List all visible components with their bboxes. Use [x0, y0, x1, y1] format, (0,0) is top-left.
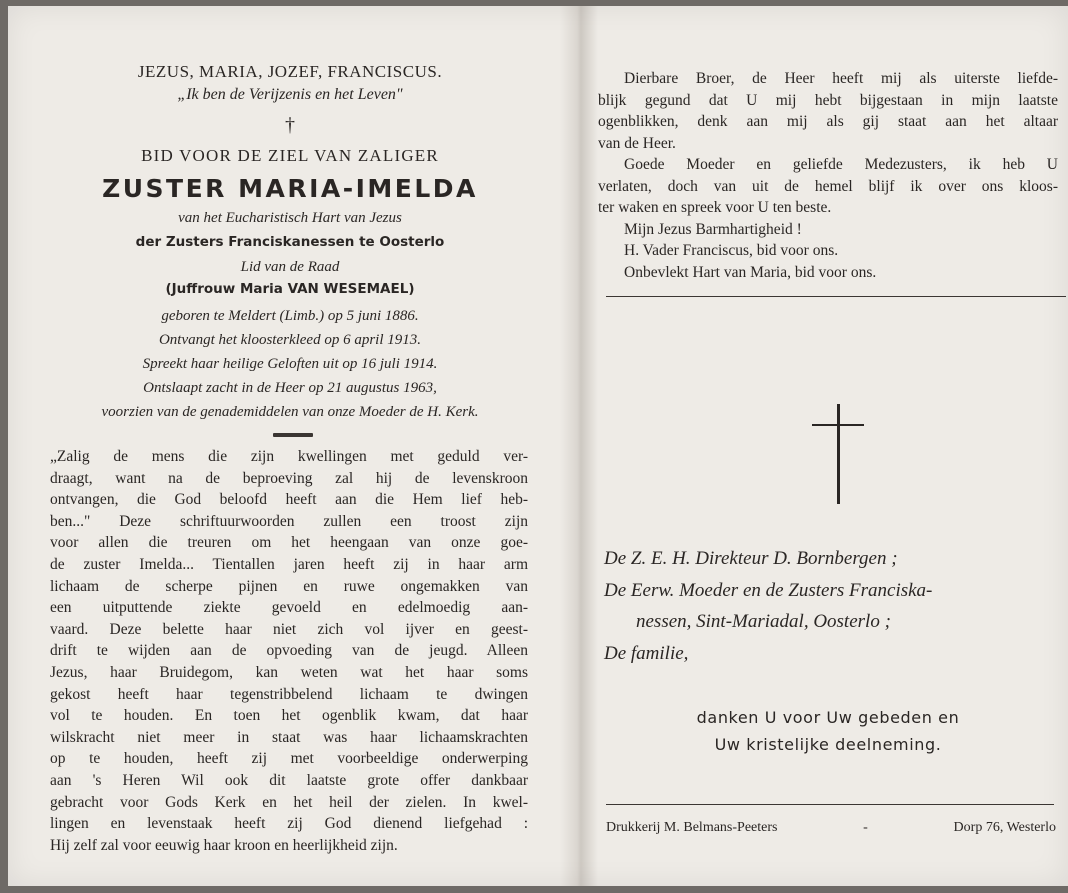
- date-line: voorzien van de genademiddelen van onze Moeder de H. Kerk.: [101, 404, 479, 420]
- closing-line: Uw kristelijke deelneming.: [714, 735, 942, 754]
- text-line: Goede Moeder en geliefde Medezusters, ik heb U: [624, 156, 1058, 173]
- date-line: geboren te Meldert (Limb.) op 5 juni 1886.: [161, 308, 419, 324]
- text-line: ter waken en spreek voor U ten beste.: [598, 199, 832, 216]
- deceased-name: ZUSTER MARIA-IMELDA: [102, 174, 478, 203]
- cross-icon-bar: [812, 424, 864, 426]
- role: Lid van de Raad: [240, 259, 340, 275]
- text-line: ben..." Deze schriftuurwoorden zullen een troost zijn: [50, 512, 528, 530]
- prayer-line: H. Vader Franciscus, bid voor ons.: [624, 242, 839, 259]
- text-line: vaard. Deze belette haar niet zich vol ijver en geest-: [50, 620, 528, 638]
- text-line: vol te houden. En toen het ogenblik kwam, dat haar: [50, 707, 528, 725]
- congregation-line-2: der Zusters Franciskanessen te Oosterlo: [135, 234, 445, 250]
- scripture-quote: „Ik ben de Verijzenis en het Leven": [177, 86, 403, 103]
- text-line: op te houden, heeft zij met voorbeeldige onderwerping: [50, 750, 528, 768]
- text-line: „Zalig de mens die zijn kwellingen met geduld ver-: [50, 448, 528, 465]
- text-line: lichaam de scherpe pijnen en ruwe ongemakken van: [50, 577, 528, 595]
- text-line: een uitputtende ziekte gevoeld en edelmoedig aan-: [50, 599, 528, 617]
- ornament-divider: [273, 433, 313, 437]
- text-line: gebracht voor Gods Kerk en het heil der zielen. In kwel-: [50, 793, 528, 811]
- text-line: draagt, want na de beproeving zal hij de levenskroon: [50, 469, 528, 487]
- text-line: blijk gegund dat U mij hebt bijgestaan in mijn laatste: [598, 91, 1058, 109]
- text-line: ontvangen, die God beloofd heeft aan die Hem lief heb-: [50, 491, 528, 509]
- closing-line: danken U voor Uw gebeden en: [696, 708, 960, 727]
- date-line: Ontslaapt zacht in de Heer op 21 augustus 1963,: [143, 380, 437, 396]
- invocation: JEZUS, MARIA, JOZEF, FRANCISCUS.: [137, 62, 443, 81]
- footer-divider: [606, 804, 1054, 805]
- divider-line: [606, 296, 1066, 297]
- printer-imprint: [606, 820, 1056, 836]
- text-line: wilskracht niet meer in staat was haar lichaamskrachten: [50, 728, 528, 746]
- text-line: voor allen die treuren om het heengaan van onze goe-: [50, 534, 528, 552]
- text-line: de zuster Imelda... Tientallen jaren heeft zij in haar arm: [50, 555, 528, 573]
- congregation-line-1: van het Eucharistisch Hart van Jezus: [178, 210, 402, 226]
- farewell-text: [598, 68, 1058, 283]
- thanks-line: De Eerw. Moeder en de Zusters Franciska-: [604, 580, 933, 601]
- thanks-line: De Z. E. H. Direkteur D. Bornbergen ;: [604, 548, 898, 569]
- text-line: aan 's Heren Wil ook dit laatste grote offer dankbaar: [50, 771, 528, 789]
- prayer-heading: BID VOOR DE ZIEL VAN ZALIGER: [141, 146, 439, 165]
- text-line: van de Heer.: [598, 134, 676, 152]
- text-line: Dierbare Broer, de Heer heeft mij als uiterste liefde-: [624, 70, 1058, 87]
- text-line: Hij zelf zal voor eeuwig haar kroon en heerlijkheid zijn.: [50, 836, 398, 854]
- date-line: Ontvangt het kloosterkleed op 6 april 1913.: [158, 332, 422, 348]
- prayer-line: Onbevlekt Hart van Maria, bid voor ons.: [624, 263, 877, 281]
- civil-name: (Juffrouw Maria VAN WESEMAEL): [165, 281, 415, 297]
- thanks-line: De familie,: [604, 643, 689, 664]
- eulogy-text: [50, 446, 528, 856]
- card-fold: [560, 6, 598, 886]
- prayer-line: Mijn Jezus Barmhartigheid !: [624, 220, 802, 238]
- text-line: drift te wijden aan de opvoeding van de jeugd. Alleen: [50, 642, 528, 660]
- printer-separator: -: [863, 820, 868, 835]
- text-line: ogenblikken, denk aan mij als gij staat aan het altaar: [598, 113, 1058, 130]
- cross-icon: [837, 404, 840, 504]
- thanks-line: nessen, Sint-Mariadal, Oosterlo ;: [636, 611, 891, 632]
- printer-name: Drukkerij M. Belmans-Peeters: [606, 820, 778, 835]
- text-line: verlaten, doch van uit de hemel blijf ik over ons kloos-: [598, 177, 1058, 195]
- printer-address: Dorp 76, Westerlo: [953, 820, 1056, 835]
- memorial-card: [8, 6, 1068, 886]
- text-line: gekost heeft haar tegenstribbelend lichaam te dwingen: [50, 685, 528, 703]
- text-line: lingen en levenstaak heeft zij God dienend liefgehad :: [50, 815, 528, 833]
- text-line: Jezus, haar Bruidegom, kan weten wat het haar soms: [50, 663, 528, 681]
- small-cross-icon: †: [285, 114, 295, 136]
- date-line: Spreekt haar heilige Geloften uit op 16 juli 1914.: [142, 356, 438, 372]
